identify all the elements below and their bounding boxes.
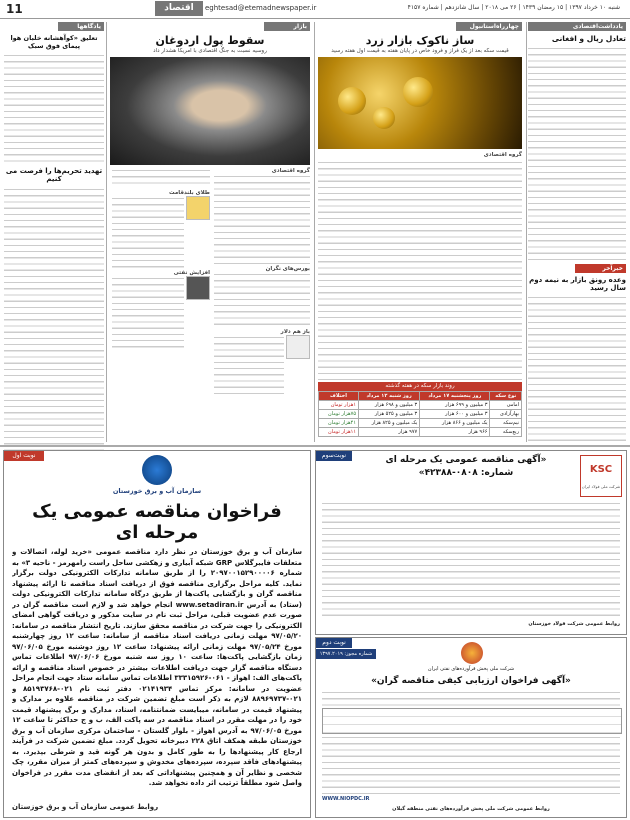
ad-title: فراخوان مناقصه عمومی یک مرحله ای [32,501,282,543]
table-cell: امامی [490,401,522,410]
table-row [319,410,522,419]
ksc-logo-text: KSC [589,464,613,475]
table-cell: ۴۱هزار تومان [319,419,359,428]
table-header: اختلاف [319,392,359,401]
left-column [4,22,104,442]
lira-article-subtitle: روسیه نسبت به جنگ اقتصادی با امریکا هشدار داد [153,48,267,54]
ad-footer: روابط عمومی شرکت ملی پخش فرآورده‌های نفتی منطقه گیلان [392,806,550,812]
oil-barrel-icon [186,276,210,300]
coin-image [403,77,433,107]
gold-bar-icon [186,196,210,220]
chart-icon [286,335,310,359]
gold-coins-photo [318,57,522,149]
dollar-subhead: باز هم دلار [280,329,310,335]
table-cell: ۹۶۶ هزار [420,428,490,437]
gold-article [318,22,522,442]
table-cell: یک میلیون و ۸۶۶ هزار [420,419,490,428]
page-header [0,0,630,19]
right-column-tag2: خبرآخر [575,264,626,273]
ad-permit: شماره مجوز: ۱۳۹۷.۲۰۱۹ [316,649,376,659]
gold-article-title: ساز ناکوک بازار زرد [365,34,475,47]
lira-article-tag: بازار [264,22,310,31]
table-header: نوع سکه [490,392,522,401]
section-divider [0,445,630,447]
gold-table-title: روند بازار سکه در هفته گذشته [318,382,522,391]
ad-org-name: سازمان آب و برق خوزستان [112,487,202,495]
right-column-body [528,46,626,261]
ad-website: WWW.NIOPDC.IR [322,796,370,802]
left-column-tag: یادگاهها [58,22,104,31]
table-cell: ۹۷۷ هزار [359,428,420,437]
left-column-title: تعلیق «کوآهشانه خلبان هوا پیمای فوق سبک [10,34,98,50]
lira-article-byline: گروه اقتصادی [271,168,310,174]
ad-footer: روابط عمومی شرکت فولاد خوزستان [528,621,620,627]
table-row [319,401,522,410]
table-cell: ۱۱هزار تومان [319,428,359,437]
left-column-body2 [4,187,104,452]
table-cell: ۷۵هزار تومان [319,410,359,419]
ad-round-tag: نوبت دوم [316,638,352,648]
gold-article-body [318,160,522,380]
ad-intro [322,690,620,706]
table-cell: ۱هزار تومان [319,401,359,410]
right-column-title2: وعده رونق بازار به نیمه دوم سال رسید [529,276,626,292]
column-divider [106,22,107,442]
ad-body: سازمان آب و برق خوزستان در نظر دارد مناقصه عمومی «خرید لوله، اتصالات و متعلقات فایبرگلاس GRP شبکه آبیاری و زهکشی ساحل راست رامهرمز - ناحیه ۳» به شماره ۲۰۹۷۰۰۱۵۲۹۰۰۰۰۶ را از طریق سامانه تدارکات الکترونیکی دولت برگزار نماید. کلیه مراحل برگزاری مناقصه فوق از دریافت اسناد مناقصه تا ارائه پیشنهاد مناقصه گران و بازگشایی پاکت‌ها از طریق درگاه سامانه تدارکات الکترونیکی دولت (ستاد) به آدرس www.setadiran.ir انجام خواهد شد و لازم است مناقصه گران در صورت عدم عضویت قبلی، مراحل ثبت نام در سایت مذکور و دریافت گواهی امضای الکترونیکی را جهت شرکت در مناقصه محقق سازند. تاریخ انتشار مناقصه در سامانه: ۹۷/۰۵/۲۰ مهلت زمانی دریافت اسناد مناقصه از سامانه: ساعت ۱۲ روز چهارشنبه مورخ ۹۷/۰۵/۲۴ مهلت زمانی ارائه پیشنهاد: ساعت ۱۲ روز دوشنبه مورخ ۹۷/۰۶/۰۵ زمان بازگشایی پاکت‌ها: ساعت ۱۰ روز سه شنبه مورخ ۹۷/۰۶/۰۶ اطلاعات تماس دستگاه مناقصه گزار جهت دریافت اطلاعات بیشتر در خصوص اسناد مناقصه و ارائه پاکت‌های الف: اهواز - ۰۶۱-۳۳۳۱۵۹۲۶ اطلاعات تماس سامانه ستاد جهت انجام مراحل عضویت در سامانه: مرکز تماس ۰۲۱۴۱۹۳۴ دفتر ثبت نام ۰۲۱-۸۵۱۹۳۷۶۸ و ۰۲۱-۸۸۹۶۹۷۳۷ لازم به ذکر است مبلغ تضمین شرکت در مناقصه علاوه بر مدارک و پیشنهاد قیمت در سامانه، میبایست ضمانتنامه، اسناد، مدارک و برگ پیشنهاد قیمت خود را در مهلت مقرر در اسناد مناقصه در سه پاکت الف، ب و ج حداکثر تا ساعت ۱۲ مورخ ۹۷/۰۶/۰۵ به آدرس اهواز - بلوار گلستان - ساختمان مرکزی سازمان آب و برق خوزستان طبقه همکف اتاق ۲۲۸ دبیرخانه تحویل گردد. مبلغ تضمین شرکت در فرآیند ارجاع کار پیشنهادها را به طور کامل و بدون هر گونه قید و شرطی بپذیرد. به پیشنهادهای فاقد سپرده، سپرده‌های مخدوش و سپرده‌های کمتر از میزان مقرر، چک شخصی و نظایر آن و همچنین پیشنهاداتی که بعد از انقضای مدت مقرر در فراخوان واصل شود مطلقاً ترتیب اثر داده نخواهد شد. [12,548,302,787]
ad-body [322,735,620,797]
tender-ad-water [3,450,311,818]
table-header: روز شنبه ۱۲ مرداد [359,392,420,401]
table-cell: نیم‌سکه [490,419,522,428]
section-email: eghtesad@etemadnewspaper.ir [205,4,317,12]
coin-image [373,107,395,129]
date-line: شنبه ۱۰ خرداد ۱۳۹۷ | ۱۵ رمضان ۱۴۳۹ | ۲۶ می ۲۰۱۸ | سال شانزدهم | شماره ۴۱۵۷ [407,4,620,11]
table-cell: بهارآزادی [490,410,522,419]
table-row [319,428,522,437]
table-cell: ۳ میلیون و ۶۹۸ هزار [359,401,420,410]
ad-number: شماره: ۰۸۰۸-۴۲۳۸۸» [418,468,514,478]
dollar-body [214,335,284,395]
ad-footer: روابط عمومی سازمان آب و برق خوزستان [12,803,159,811]
ksc-logo [580,455,622,497]
ad-round-tag: نوبت اول [4,451,44,461]
lira-article-title: سقوط پول اردوغان [155,34,265,47]
table-cell: ربع‌سکه [490,428,522,437]
right-column [528,22,626,442]
niopdc-logo [461,642,483,664]
column-divider [526,22,527,442]
gold-price-table [318,391,522,437]
table-cell: ۳ میلیون و ۵۲۵ هزار [359,410,420,419]
gold-subhead: طلای بلندقامت [169,190,210,196]
erdogan-photo [110,57,310,165]
ad-company: شرکت ملی پخش فرآورده‌های نفتی ایران [427,666,515,672]
tender-ad-steel [315,450,627,635]
ad-round-tag: نوبت‌سوم [316,451,352,461]
left-column-title2: تهدید تحریم‌ها را فرصت می کنیم [5,167,103,183]
page-number: 11 [6,2,23,16]
gold-article-tag: چهارراه‌استانبول [456,22,522,31]
table-cell: ۳ میلیون و ۶۰۰ هزار [420,410,490,419]
tender-ad-oil [315,637,627,818]
gold-article-subtitle: قیمت سکه بعد از یک فراز و فرود خاص در پایان هفته به قیمت اول هفته رسید [331,48,509,54]
ad-title: «آگهی مناقصه عمومی یک مرحله ای [385,455,547,465]
stock-body [214,272,310,327]
right-column-body2 [528,295,626,445]
lira-article-body2 [112,168,210,188]
table-cell: ۳ میلیون و ۶۹۹ هزار [420,401,490,410]
lira-article-body [214,174,310,264]
coin-image [338,87,366,115]
ad-title: «آگهی فراخوان ارزیابی کیفی مناقصه گران» [371,676,571,686]
lira-article [110,22,310,442]
ad-body [322,501,620,619]
oil-subhead: افزایش نفتی [173,270,210,276]
table-row [319,419,522,428]
right-column-title: تعادل ریال و افغانی [551,34,626,43]
gold-article-byline: گروه اقتصادی [483,152,522,158]
gold-sub-body [112,196,184,268]
oil-body [112,276,184,351]
stock-subhead: بورس‌های نگران [265,266,310,272]
ksc-org-name: شرکت ملی فولاد ایران [581,484,621,489]
column-divider [314,22,315,442]
ad-table [322,708,622,734]
table-cell: یک میلیون و ۸۲۵ هزار [359,419,420,428]
left-column-body [4,53,104,163]
right-column-tag: یادداشت‌اقتصادی [528,22,626,31]
section-label: اقتصاد [155,1,203,16]
table-header: روز پنجشنبه ۱۷ مرداد [420,392,490,401]
water-power-logo [142,455,172,485]
